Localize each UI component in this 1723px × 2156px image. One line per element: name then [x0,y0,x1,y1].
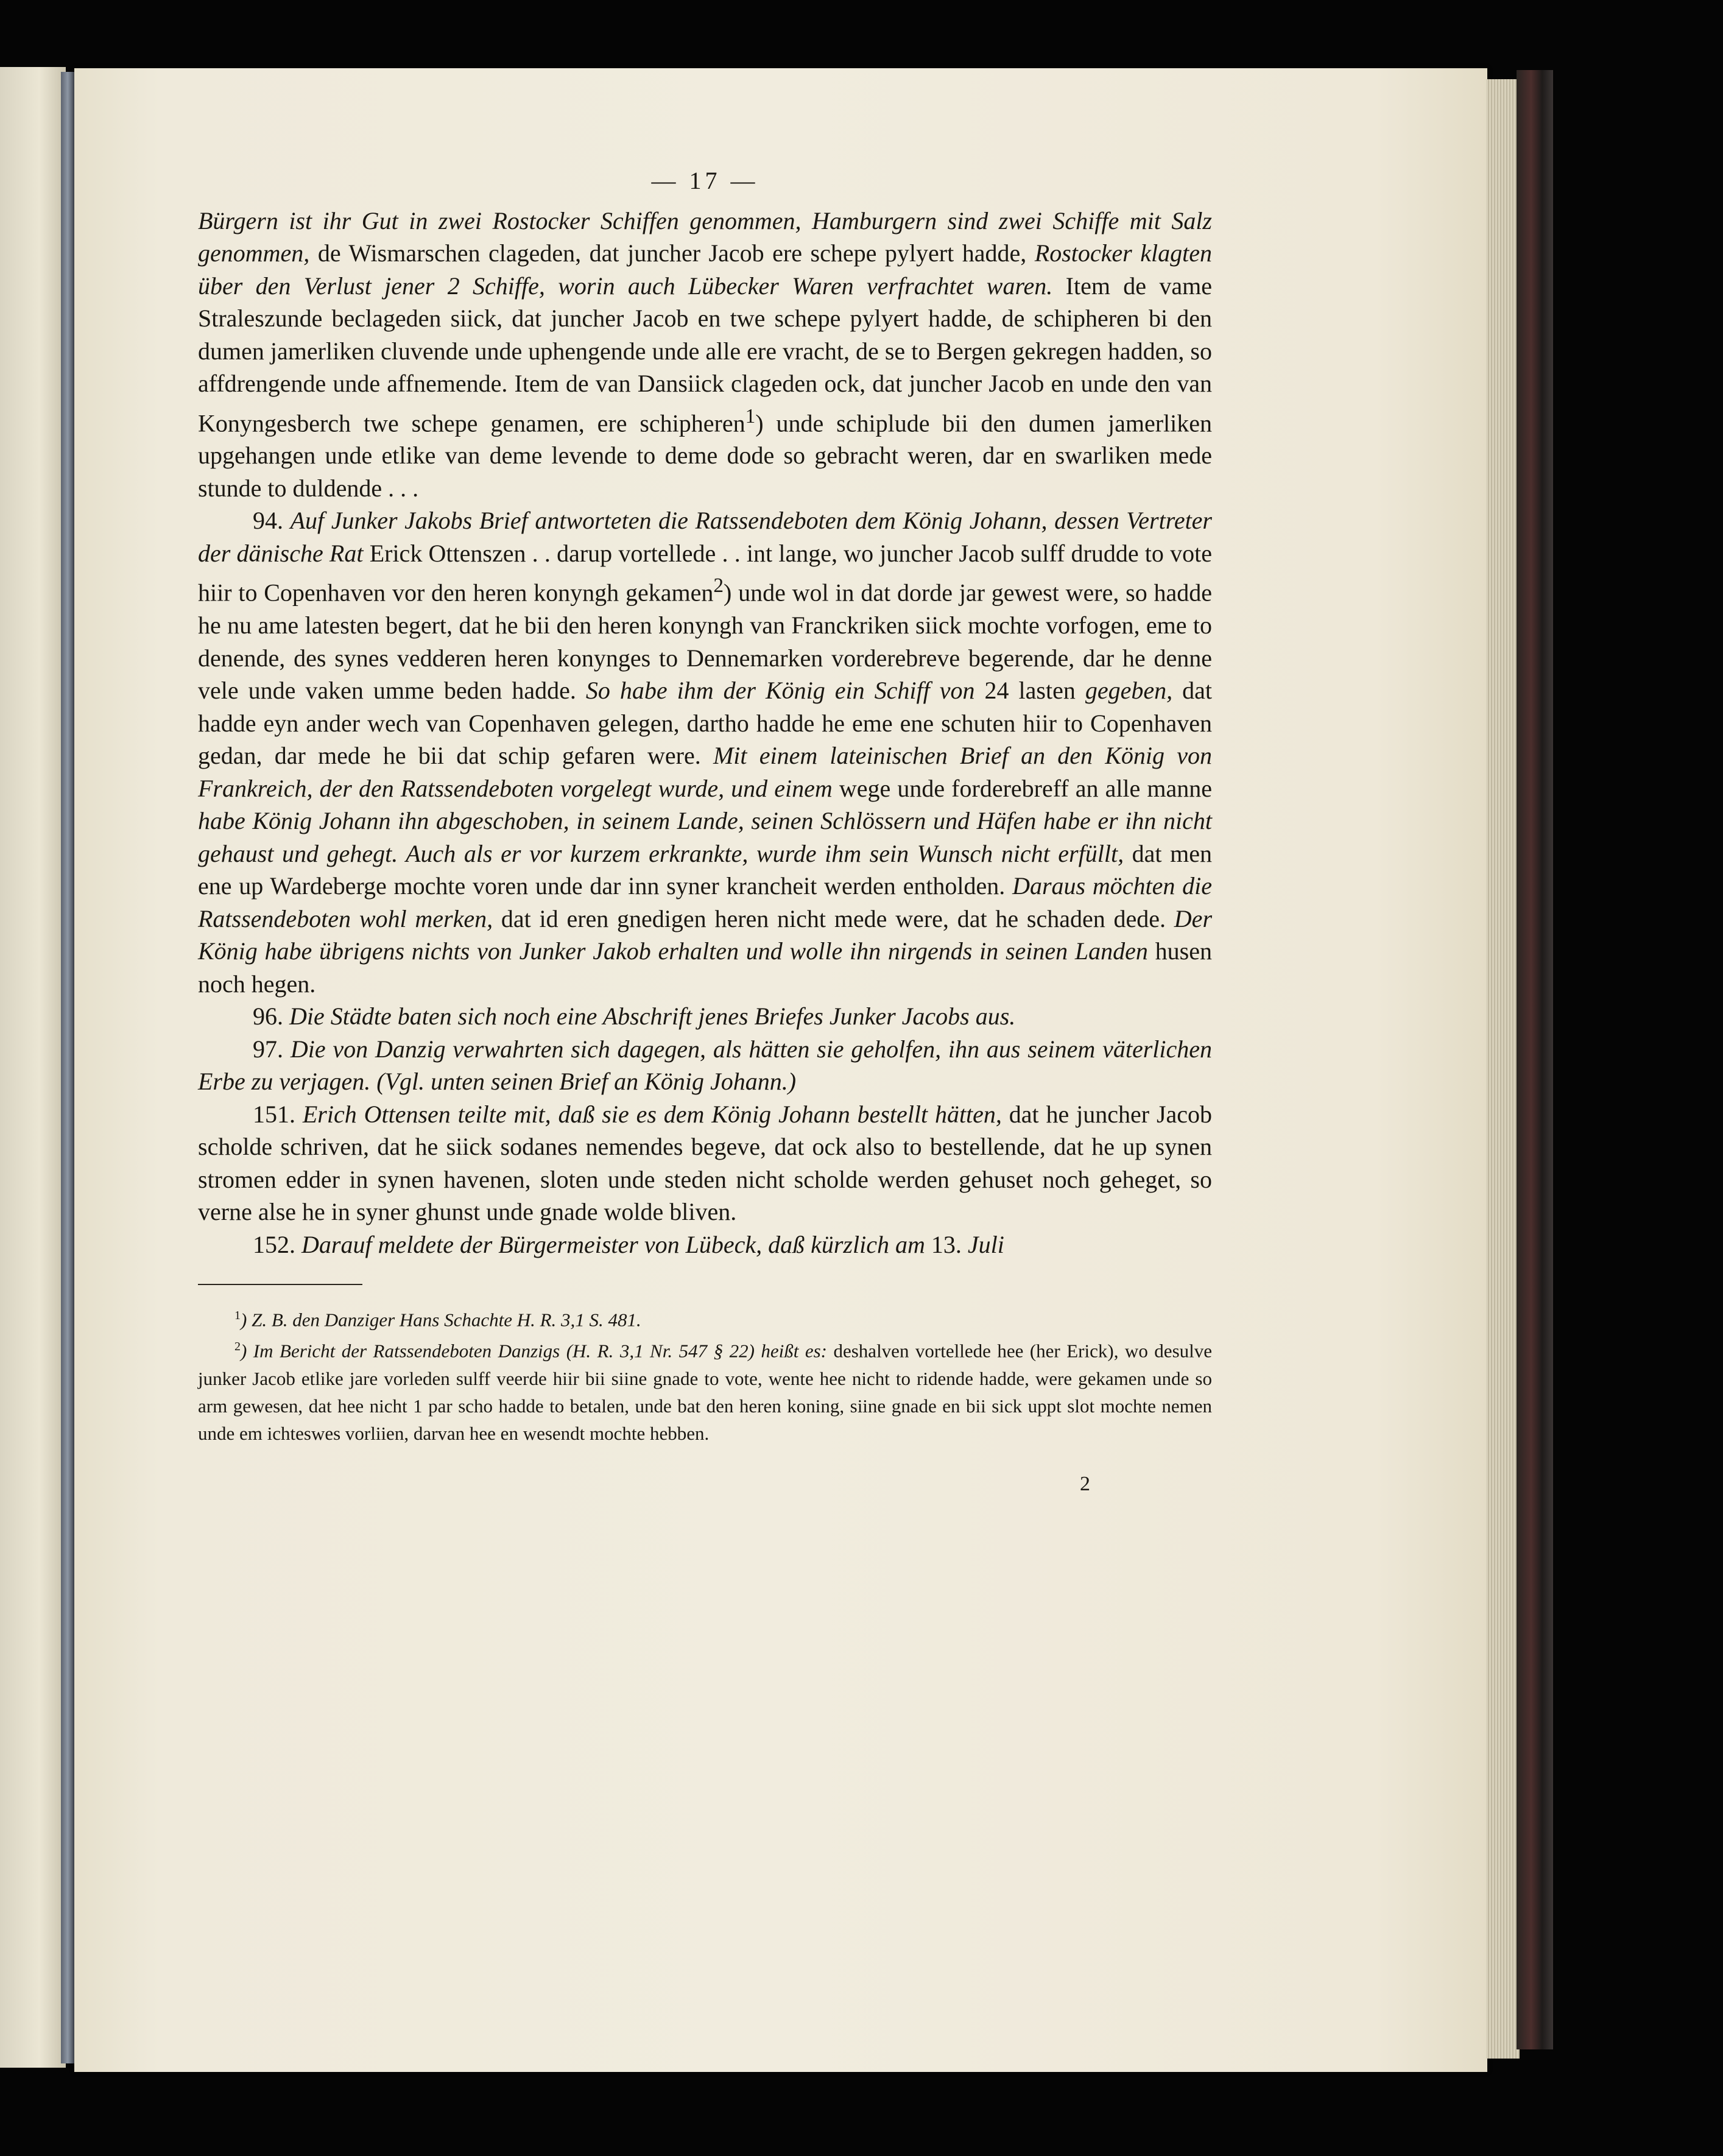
footnote-ref: 2 [713,574,724,597]
italic-span: gegeben, [1085,677,1173,705]
paragraph-94 [198,504,1212,1000]
italic-span: Auf Junker Jakobs Brief antworteten die Ratssendeboten dem König Johann, dessen Vertreter der dänische Rat [198,507,1213,567]
paragraph-number: 97. [253,1035,291,1063]
text-span: deshalven vortellede hee (her Erick), wo desulve junker Jacob etlike jare vorleden sulff veerde hiir bii siine gnade to vote, wente hee nicht to ridende hadde, were gekamen unde so arm gewesen, dat hee nicht 1 par scho hadde to betalen, unde bat den heren koning, siine gnade en bii sick uppt slot mochte nemen unde em ichteswes vorliien, darvan hee en wesendt mochte hebben. [198,1340,1213,1444]
text-span: Erick Ottenszen . . darup vortellede . . int lange, wo juncher Jacob sulff drudde to vote hiir to Copenhaven vor den heren konyngh gekamen [198,539,1212,607]
text-span: ) unde wol in dat dorde jar gewest were, so hadde he nu ame latesten begert, dat he bii den heren konyngh van Franckriken siick mochte vorfogen, eme to denende, des synes vedderen heren konynges to Dennemarken vorderebreve begerende, dar he denne vele unde vaken umme beden hadde. [198,579,1212,705]
italic-span: Erich Ottensen teilte mit, daß sie es dem König Johann bestellt hätten, [302,1100,1002,1128]
footnote-1 [198,1302,1212,1333]
text-span: dat id eren gnedigen heren nicht mede were, dat he schaden dede. [493,904,1174,932]
italic-span: Rostocker klagten über den Verlust jener 2 Schiffe, worin auch Lübecker Waren verfrachtet waren. [198,239,1212,300]
paragraph-97 [198,1033,1212,1098]
text-span: 24 lasten [974,677,1085,705]
paragraph-number: 94. [253,507,291,535]
italic-span: Mit einem lateinischen Brief an den König von Frankreich, der den Ratssendeboten vorgelegt wurde, und einem [198,742,1212,802]
footnote-2 [198,1333,1212,1446]
text-span: 13. [925,1230,968,1258]
italic-span: Die von Danzig verwahrten sich dagegen, als hätten sie geholfen, ihn aus seinem väterlichen Erbe zu verjagen. (Vgl. unten seinen Brief an König Johann.) [198,1035,1212,1096]
text-span: Item de vame Straleszunde beclageden siick, dat juncher Jacob en twe schepe pylyert hadde, de schipheren bi den dumen jamerliken cluvende unde uphengende unde alle ere vracht, de se to Bergen gekregen hadden, so affdrengende unde affnemende. Item de van Dansiick clageden ock, dat juncher Jacob en unde den van Konyngesberch twe schepe genamen, ere schipheren [198,272,1212,437]
footnotes [198,1302,1212,1447]
italic-span: Die Städte baten sich noch eine Abschrift jenes Briefes Junker Jacobs aus. [289,1002,1016,1030]
page-header: — 17 — [651,167,759,194]
italic-span: Daraus möchten die Ratssendeboten wohl merken, [198,872,1212,932]
italic-span: ) Z. B. den Danziger Hans Schachte H. R. 3,1 S. 481. [241,1309,641,1331]
italic-span: Der König habe übrigens nichts von Junker Jakob erhalten und wolle ihn nirgends in seinen Landen [198,904,1213,965]
text-span: dat men ene up Wardeberge mochte voren unde dar inn syner krancheit werden entholden. [198,839,1212,900]
italic-span: Bürgern ist ihr Gut in zwei Rostocker Schiffen genommen, Hamburgern sind zwei Schiffe mit Salz genommen, [198,206,1212,267]
italic-span: So habe ihm der König ein Schiff von [585,677,975,705]
page-content [198,164,1212,1500]
footnote-mark: 1 [234,1309,241,1323]
paragraph-152 [198,1228,1212,1261]
left-page-edge [0,67,66,2068]
paragraph-number: 152. [253,1230,301,1258]
book-spine-edge [61,72,74,2063]
italic-span: ) Im Bericht der Ratssendeboten Danzigs (H. R. 3,1 Nr. 547 § 22) heißt es: [241,1340,827,1362]
footnote-ref: 1 [745,404,756,428]
footnote-divider [198,1284,362,1285]
paragraph-151 [198,1098,1212,1228]
paragraph-number: 151. [253,1100,303,1128]
text-span: ) unde schiplude bii den dumen jamerliken upgehangen unde etlike van deme levende to deme dode so gebracht weren, dar en swarliken mede stunde to duldende . . . [198,409,1212,502]
text-span: dat he juncher Jacob scholde schriven, dat he siick sodanes nemendes begeve, dat ock also to bestellende, dat he up synen stromen edder in synen havenen, sloten unde steden nicht scholde werden gehuset noch geheget, so verne alse he in syner ghunst unde gnade wolde bliven. [198,1100,1213,1226]
text-span: wege unde forderebreff an alle manne [832,774,1213,802]
paragraph-intro [198,205,1212,505]
paragraph-96 [198,1000,1212,1033]
text-span: husen noch hegen. [198,937,1212,998]
italic-span: Darauf meldete der Bürgermeister von Lübeck, daß kürzlich am [301,1230,925,1258]
body-text [198,205,1212,1261]
footnote-mark: 2 [234,1340,241,1354]
italic-span: habe König Johann ihn abgeschoben, in seinem Lande, seinen Schlössern und Häfen habe er ihn nicht gehaust und gehegt. Auch als er vor kurzem erkrankte, wurde ihm sein Wunsch nicht erfüllt, [198,807,1212,867]
page-stack-edge [1486,79,1520,2059]
text-span: de Wismarschen clageden, dat juncher Jacob ere schepe pylyert hadde, [309,239,1035,267]
paragraph-number: 96. [253,1002,289,1030]
signature-mark: 2 [1080,1472,1090,1495]
text-span: dat hadde eyn ander wech van Copenhaven gelegen, dartho hadde he eme ene schuten hiir to Copenhaven gedan, dar mede he bii dat schip gefaren were. [198,677,1212,770]
italic-span: Juli [967,1230,1004,1258]
book-cover-edge [1517,70,1553,2049]
